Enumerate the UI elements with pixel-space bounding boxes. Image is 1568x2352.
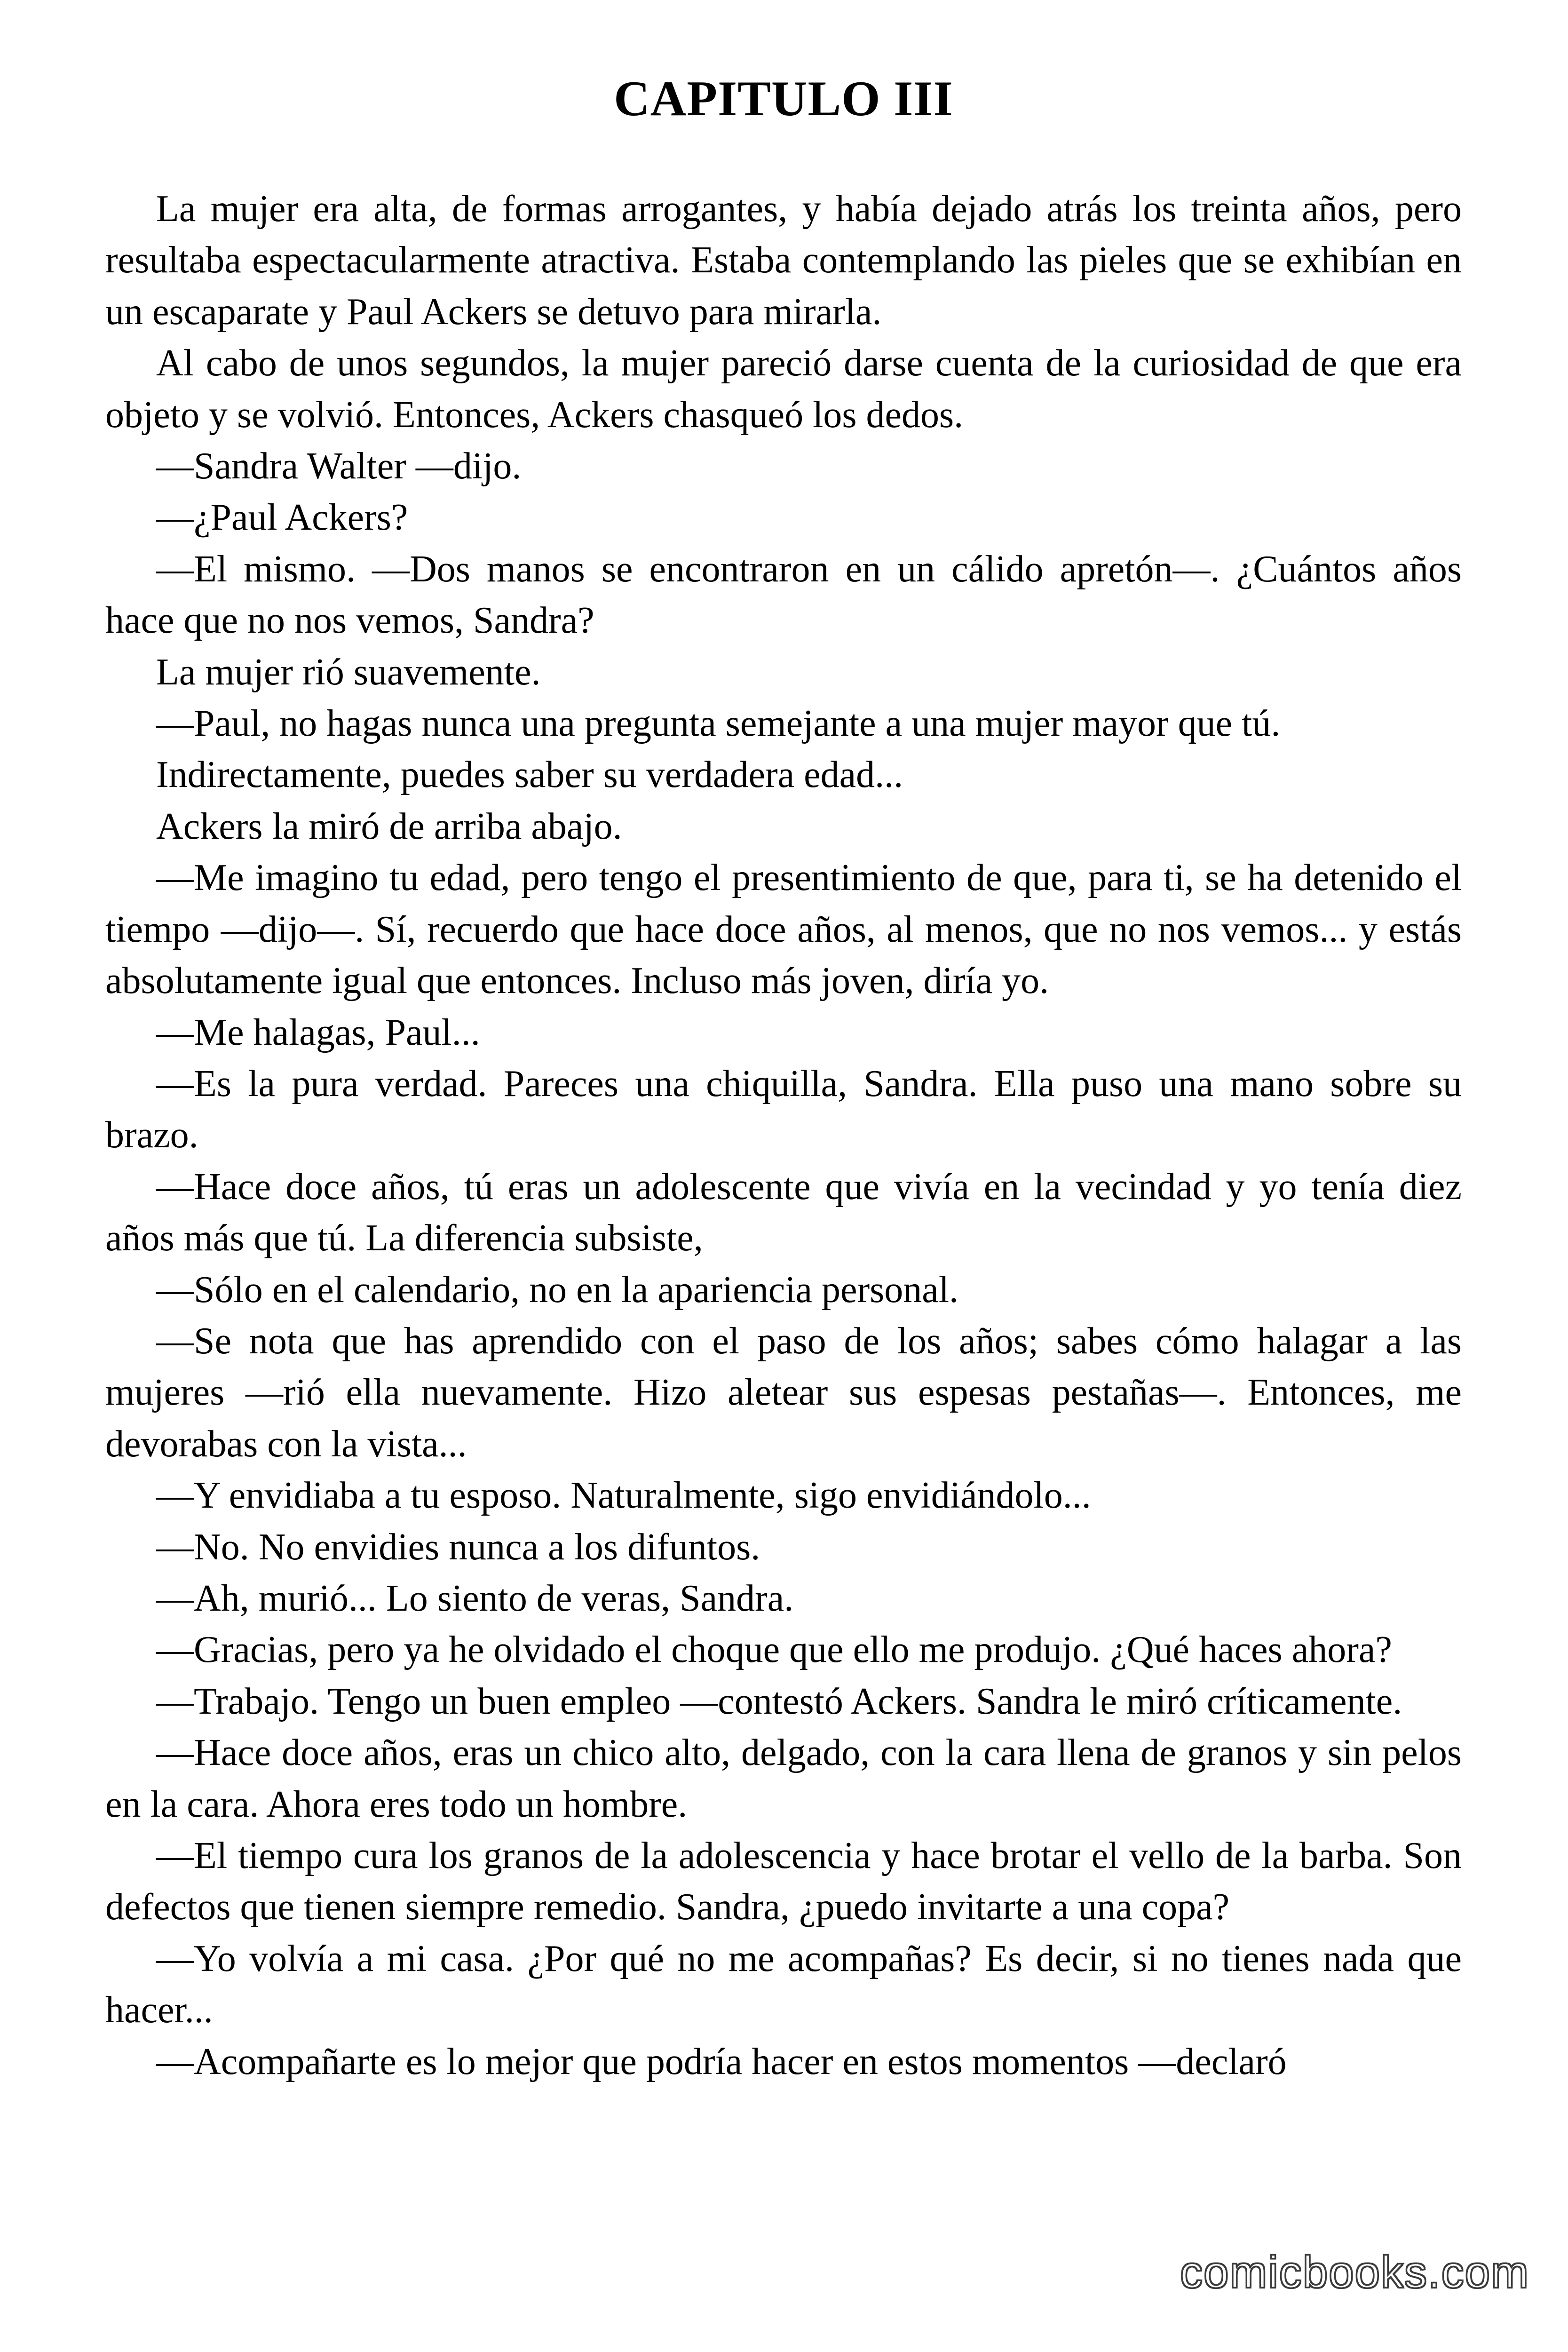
chapter-body [105,183,1462,2088]
paragraph: —Se nota que has aprendido con el paso de los años; sabes cómo halagar a las mujeres —rió ella nuevamente. Hizo aletear sus espesas pestañas—. Entonces, me devorabas con la vista... [105,1320,1462,1465]
paragraph: —Hace doce años, tú eras un adolescente que vivía en la vecindad y yo tenía diez años más que tú. La diferencia subsiste, [105,1166,1462,1259]
paragraph: —¿Paul Ackers? [156,497,408,539]
paragraph: La mujer rió suavemente. [156,651,541,693]
paragraph: —Sólo en el calendario, no en la apariencia personal. [156,1269,958,1311]
paragraph: —Gracias, pero ya he olvidado el choque que ello me produjo. ¿Qué haces ahora? [156,1629,1392,1671]
paragraph: —El tiempo cura los granos de la adolescencia y hace brotar el vello de la barba. Son defectos que tienen siempre remedio. Sandra, ¿puedo invitarte a una copa? [105,1835,1462,1928]
paragraph: —Es la pura verdad. Pareces una chiquilla, Sandra. Ella puso una mano sobre su brazo. [105,1063,1462,1156]
paragraph: —Acompañarte es lo mejor que podría hacer en estos momentos —declaró [156,2041,1287,2082]
paragraph: —Trabajo. Tengo un buen empleo —contestó Ackers. Sandra le miró críticamente. [156,1680,1402,1722]
paragraph: —Ah, murió... Lo siento de veras, Sandra. [156,1577,794,1619]
paragraph: —Y envidiaba a tu esposo. Naturalmente, sigo envidiándolo... [156,1475,1091,1517]
watermark: comicbooks.com [1175,2247,1534,2298]
book-page [105,0,1462,2352]
paragraph: Indirectamente, puedes saber su verdadera edad... [156,754,903,796]
paragraph: —No. No envidies nunca a los difuntos. [156,1526,760,1568]
paragraph: Ackers la miró de arriba abajo. [156,805,622,847]
paragraph: —El mismo. —Dos manos se encontraron en un cálido apretón—. ¿Cuántos años hace que no nos vemos, Sandra? [105,548,1462,642]
paragraph: —Sandra Walter —dijo. [156,445,522,487]
paragraph: —Hace doce años, eras un chico alto, delgado, con la cara llena de granos y sin pelos en la cara. Ahora eres todo un hombre. [105,1732,1462,1825]
paragraph: —Yo volvía a mi casa. ¿Por qué no me acompañas? Es decir, si no tienes nada que hacer... [105,1938,1462,2031]
chapter-title: CAPITULO III [614,71,953,126]
paragraph: La mujer era alta, de formas arrogantes, y había dejado atrás los treinta años, pero resultaba espectacularmente atractiva. Estaba contemplando las pieles que se exhibían en un escaparate y Paul Ackers se detuvo para mirarla. [105,188,1462,333]
paragraph: Al cabo de unos segundos, la mujer pareció darse cuenta de la curiosidad de que era objeto y se volvió. Entonces, Ackers chasqueó los dedos. [105,342,1462,436]
paragraph: —Me halagas, Paul... [156,1011,480,1053]
paragraph: —Me imagino tu edad, pero tengo el presentimiento de que, para ti, se ha detenido el tiempo —dijo—. Sí, recuerdo que hace doce años, al menos, que no nos vemos... y estás absolutamente igual que entonces. Incluso más joven, diría yo. [105,857,1462,1002]
paragraph: —Paul, no hagas nunca una pregunta semejante a una mujer mayor que tú. [156,703,1281,745]
